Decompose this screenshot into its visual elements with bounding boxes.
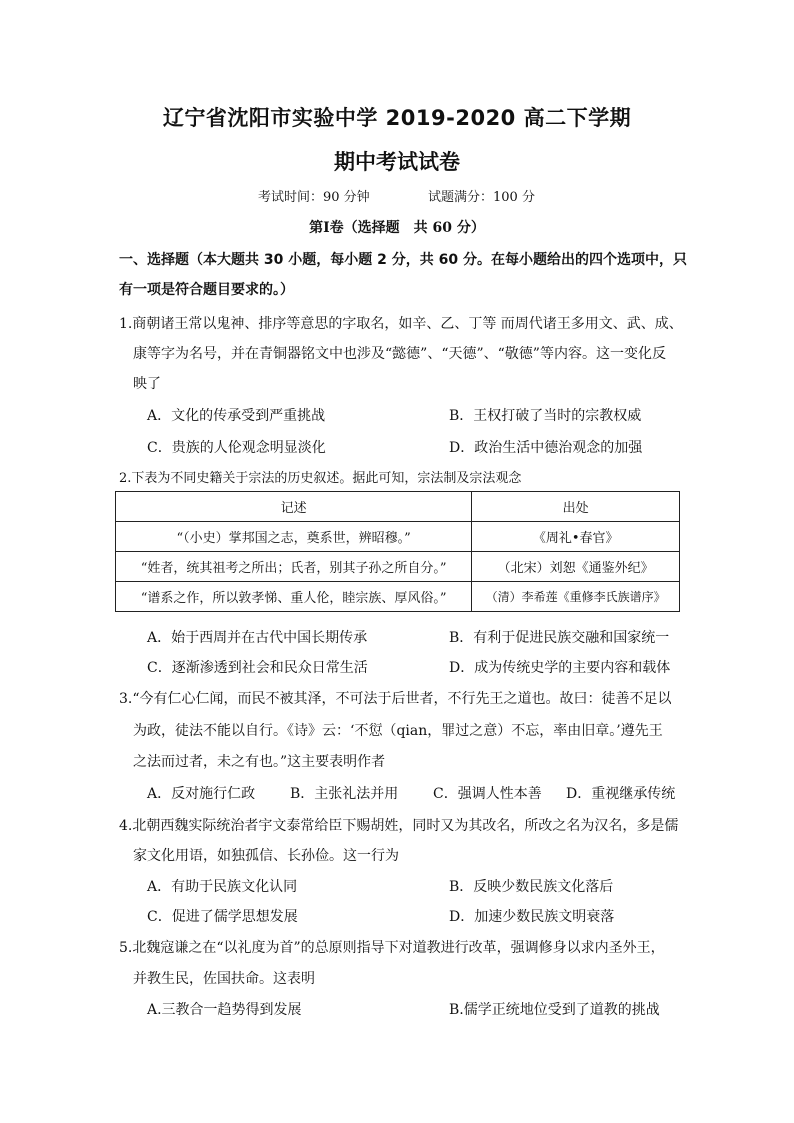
q5-option-b: B.儒学正统地位受到了道教的挑战 xyxy=(449,1002,660,1018)
instructions-line-2: 有一项是符合题目要求的。） xyxy=(119,282,294,298)
full-score: 试题满分：100 分 xyxy=(428,190,535,205)
q3-option-c: C．强调人性本善 xyxy=(433,786,542,802)
q2-stem: 2.下表为不同史籍关于宗法的历史叙述。据此可知，宗法制及宗法观念 xyxy=(119,471,522,486)
q4-stem-line-2: 家文化用语，如独孤信、长孙俭。这一行为 xyxy=(133,848,399,864)
table-row xyxy=(116,522,680,552)
q1-stem-line-3: 映了 xyxy=(133,376,161,392)
exam-title: 辽宁省沈阳市实验中学 2019-2020 高二下学期 xyxy=(162,106,632,130)
q3-option-d: D．重视继承传统 xyxy=(566,786,676,802)
table-header-cell: 出处 xyxy=(472,492,680,522)
table-header-row xyxy=(116,492,680,522)
q1-stem-line-2: 康等字为名号，并在青铜器铭文中也涉及“懿德”、“天德”、“敬德”等内容。这一变化反 xyxy=(133,346,666,362)
q1-option-d: D．政治生活中德治观念的加强 xyxy=(449,440,643,456)
section-heading: 第Ⅰ卷（选择题 共 60 分） xyxy=(309,220,485,236)
q4-option-a: A．有助于民族文化认同 xyxy=(147,879,298,895)
q5-stem-line-2: 并教生民，佐国扶命。这表明 xyxy=(133,971,315,987)
instructions-line-1: 一、选择题（本大题共 30 小题，每小题 2 分，共 60 分。在每小题给出的四个选项中，只 xyxy=(119,252,687,268)
table-header-cell: 记述 xyxy=(116,492,472,522)
q4-option-b: B．反映少数民族文化落后 xyxy=(449,879,614,895)
q5-stem-line-1: 5.北魏寇谦之在“以礼度为首”的总原则指导下对道教进行改革，强调修身以求内圣外王， xyxy=(119,940,665,956)
table-cell: （清）李希莲《重修李氏族谱序》 xyxy=(472,582,680,612)
q2-option-b: B．有利于促进民族交融和国家统一 xyxy=(449,630,670,646)
q2-option-c: C．逐渐渗透到社会和民众日常生活 xyxy=(147,660,368,676)
exam-subtitle: 期中考试试卷 xyxy=(334,150,460,174)
q4-stem-line-1: 4.北朝西魏实际统治者宇文泰常给臣下赐胡姓，同时又为其改名，所改之名为汉名，多是儒 xyxy=(119,818,679,834)
q5-option-a: A.三教合一趋势得到发展 xyxy=(147,1002,302,1018)
q3-stem-line-2: 为政，徒法不能以自行。《诗》云：‘不愆（qian，罪过之意）不忘，率由旧章。’遵先王 xyxy=(133,723,663,739)
q4-option-d: D．加速少数民族文明衰落 xyxy=(449,909,615,925)
table-cell: “（小史）掌邦国之志，奠系世，辨昭穆。” xyxy=(116,522,472,552)
q3-option-b: B．主张礼法并用 xyxy=(290,786,399,802)
q1-option-b: B．王权打破了当时的宗教权威 xyxy=(449,408,642,424)
q1-stem-line-1: 1.商朝诸王常以鬼神、排序等意思的字取名，如辛、乙、丁等 而周代诸王多用文、武、成、 xyxy=(119,316,683,332)
source-table xyxy=(115,491,680,612)
q3-stem-line-1: 3.“今有仁心仁闻，而民不被其泽，不可法于后世者，不行先王之道也。故曰：徒善不足以 xyxy=(119,691,672,707)
table-row xyxy=(116,552,680,582)
q2-option-d: D．成为传统史学的主要内容和载体 xyxy=(449,660,671,676)
table-cell: 《周礼•春官》 xyxy=(472,522,680,552)
q1-option-c: C．贵族的人伦观念明显淡化 xyxy=(147,440,326,456)
q3-option-a: A．反对施行仁政 xyxy=(147,786,256,802)
q1-option-a: A．文化的传承受到严重挑战 xyxy=(147,408,326,424)
q2-option-a: A．始于西周并在古代中国长期传承 xyxy=(147,630,368,646)
q4-option-c: C．促进了儒学思想发展 xyxy=(147,909,298,925)
table-row xyxy=(116,582,680,612)
exam-time: 考试时间：90 分钟 xyxy=(258,190,370,205)
table-cell: “姓者，统其祖考之所出；氏者，别其子孙之所自分。” xyxy=(116,552,472,582)
table-cell: （北宋）刘恕《通鉴外纪》 xyxy=(472,552,680,582)
q3-stem-line-3: 之法而过者，未之有也。”这主要表明作者 xyxy=(133,754,386,770)
table-cell: “谱系之作，所以敦孝悌、重人伦，睦宗族、厚风俗。” xyxy=(116,582,472,612)
